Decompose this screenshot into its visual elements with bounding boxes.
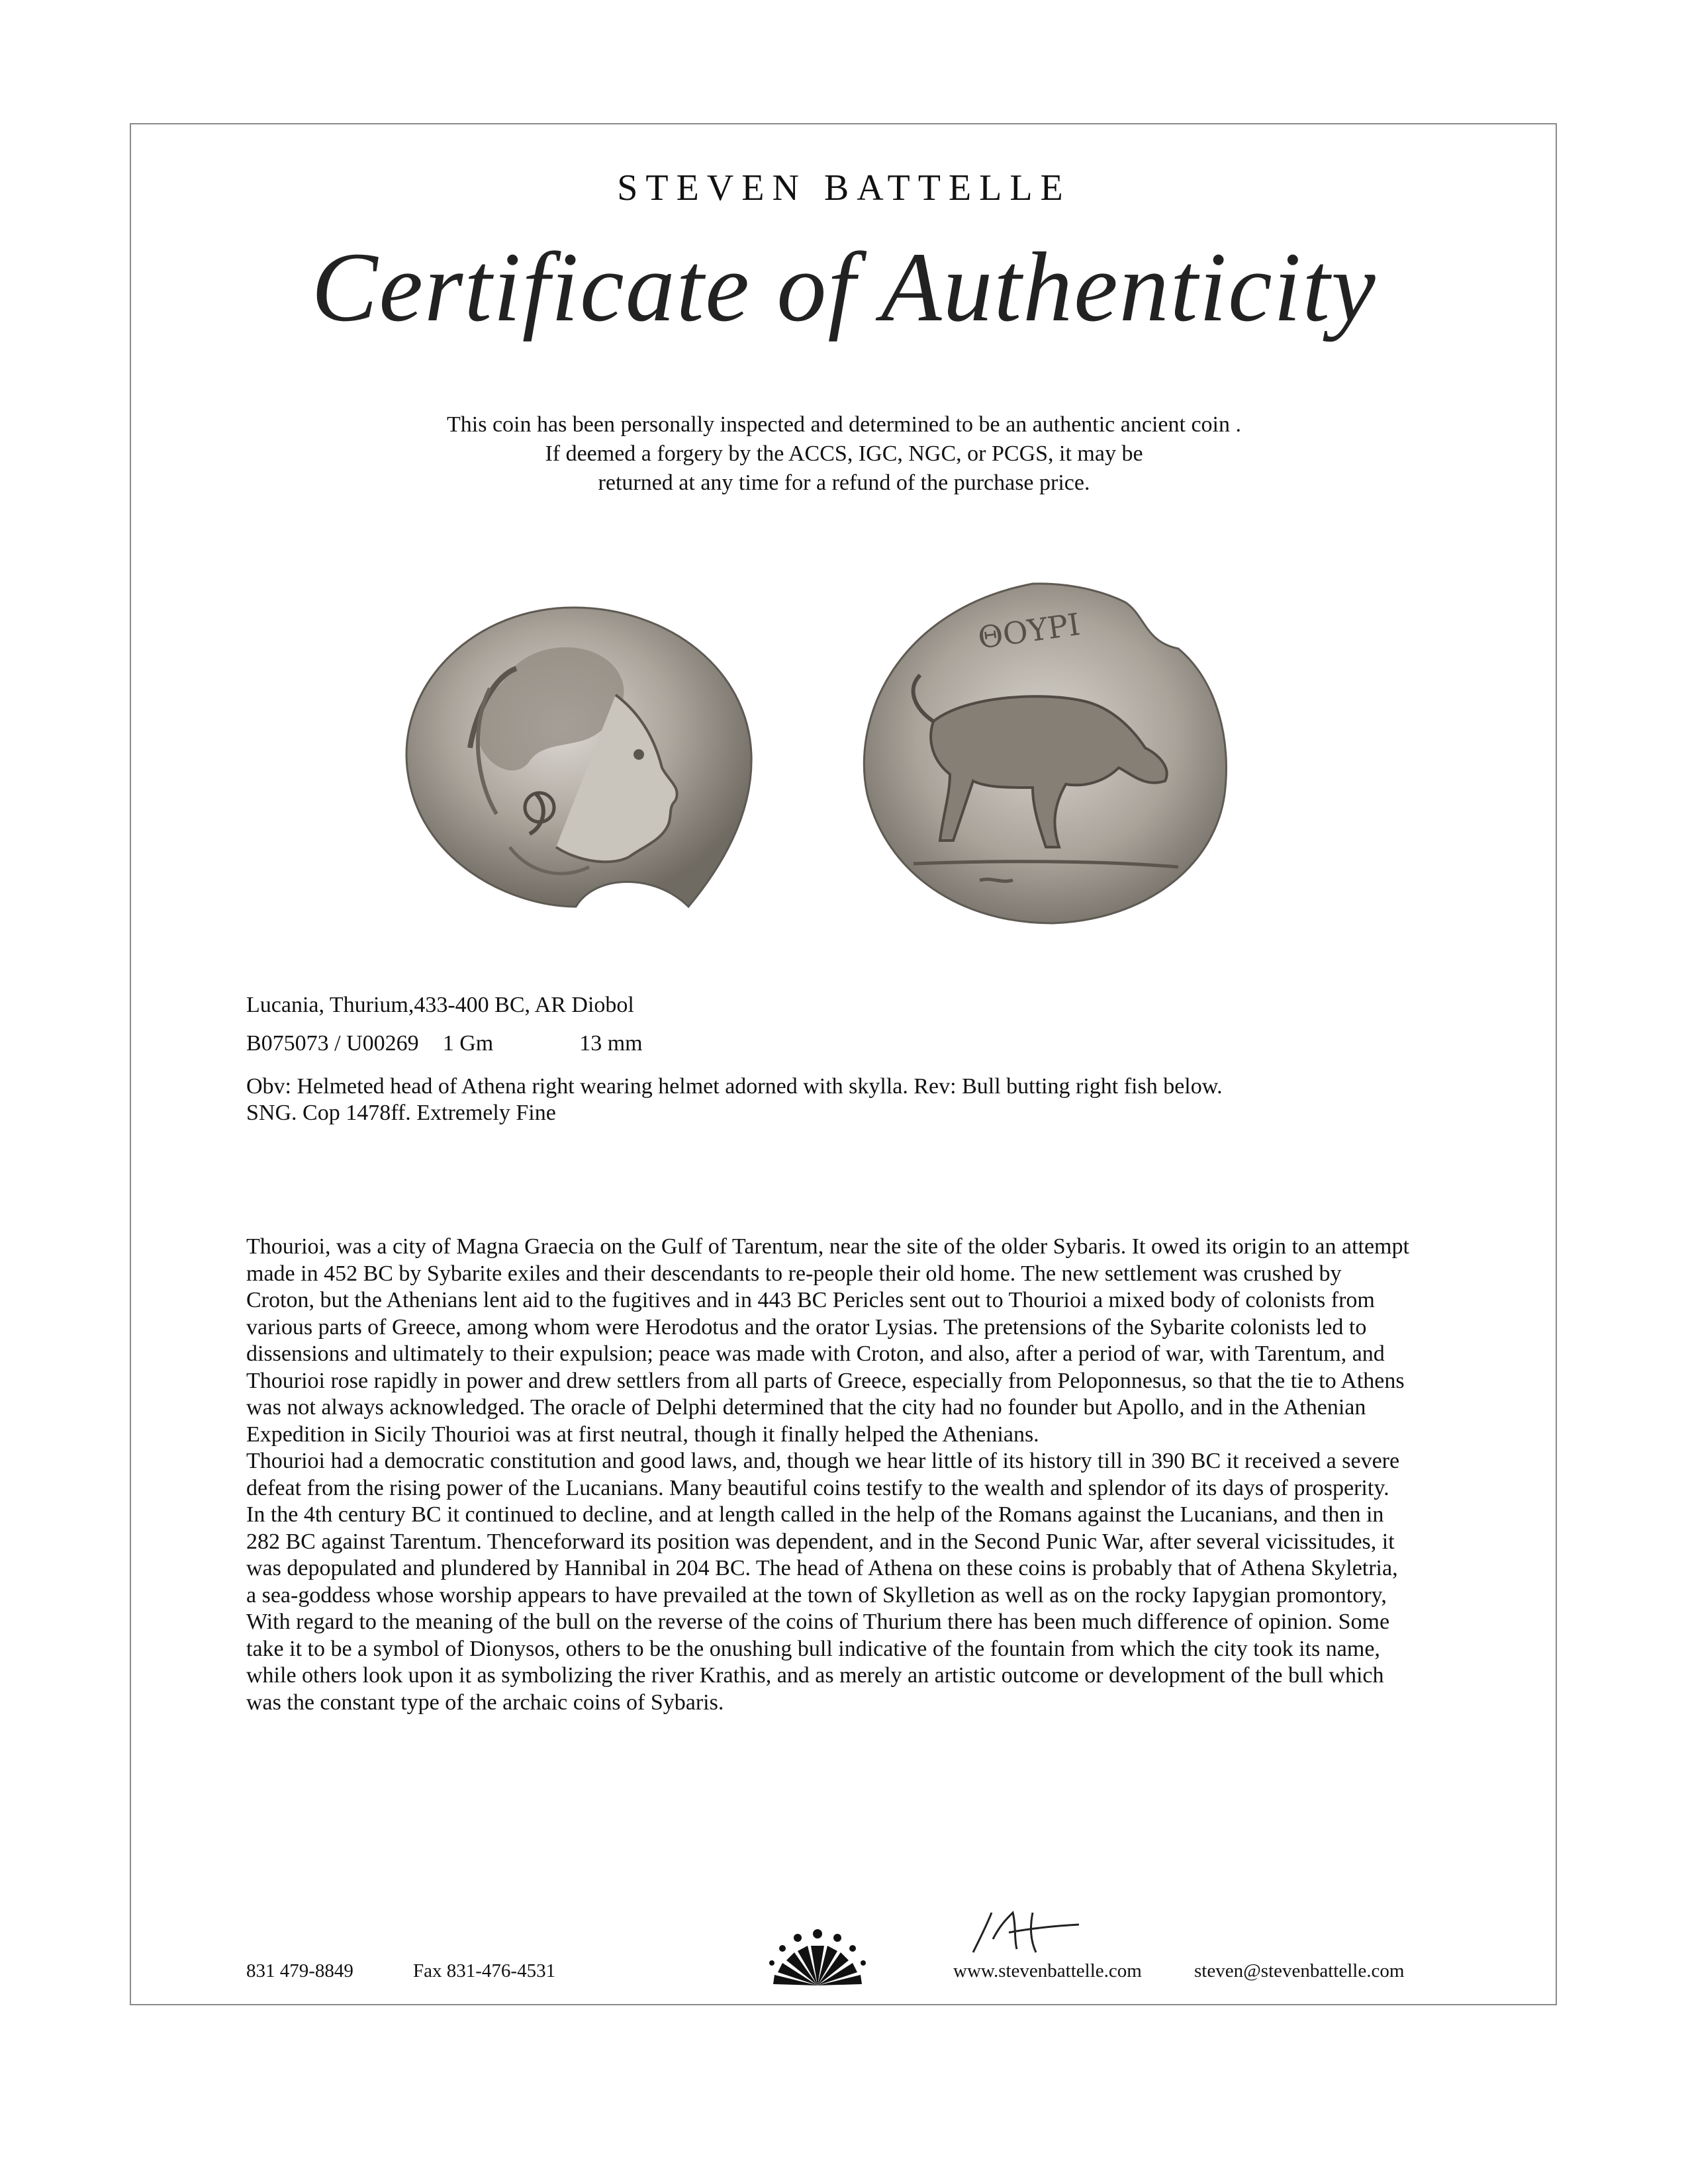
certificate-title: Certificate of Authenticity [311,232,1377,342]
coin-obverse-image [377,596,788,927]
sunburst-logo-icon [761,1919,874,1992]
brand-name: STEVEN BATTELLE [617,167,1071,208]
coin-reverse-image [834,569,1244,940]
svg-text:ΘΟΥΡΙ: ΘΟΥΡΙ [976,606,1082,656]
coin-details [246,1073,1223,1126]
certificate-frame [130,123,1557,2005]
coin-weight: 1 Gm [442,1031,494,1056]
fax-number: Fax 831-476-4531 [413,1960,556,1981]
signature-image [953,1899,1086,1959]
authenticity-statement [0,410,1688,498]
phone-number: 831 479-8849 [246,1960,353,1981]
statement-line: returned at any time for a refund of the purchase price. [598,471,1090,495]
coin-description: Lucania, Thurium,433-400 BC, AR Diobol [246,993,634,1017]
email-link[interactable]: steven@stevenbattelle.com [1194,1960,1405,1981]
history-paragraph: Thourioi, was a city of Magna Graecia on the Gulf of Tarentum, near the site of the older Sybaris. It owed its origin to an attempt made in 452 BC by Sybarite exiles and their descendants to re-people their old home. The new settlement was crushed by Croton, but the Athenians lent aid to the fugitives and in 443 BC Pericles sent out to Thourioi a mixed body of colonists from various parts of Greece, among whom were Herodotus and the orator Lysias. The pretensions of the Sybarite colonists led to dissensions and ultimately to their expulsion; peace was made with Croton, and also, after a period of war, with Tarentum, and Thourioi rose rapidly in power and drew settlers from all parts of Greece, especially from Peloponnesus, so that the tie to Athens was not always acknowledged. The oracle of Delphi determined that the city had no founder but Apollo, and in the Athenian Expedition in Sicily Thourioi was at first neutral, though it finally helped the Athenians. [246,1234,1409,1447]
coin-history [246,1234,1411,1716]
statement-line: If deemed a forgery by the ACCS, IGC, NGC, or PCGS, it may be [545,441,1143,466]
coin-size: 13 mm [579,1031,643,1056]
statement-line: This coin has been personally inspected and determined to be an authentic ancient coin . [447,412,1241,437]
obverse-reverse-description: Obv: Helmeted head of Athena right wearing helmet adorned with skylla. Rev: Bull butting right fish below. [246,1074,1223,1099]
website-link[interactable]: www.stevenbattelle.com [953,1960,1142,1981]
history-paragraph: Thourioi had a democratic constitution and good laws, and, though we hear little of its history till in 390 BC it received a severe defeat from the rising power of the Lucanians. Many beautiful coins testify to the wealth and splendor of its days of prosperity. In the 4th century BC it continued to decline, and at length called in the help of the Romans against the Lucanians, and then in 282 BC against Tarentum. Thenceforward its position was dependent, and in the Second Punic War, after several vicissitudes, it was depopulated and plundered by Hannibal in 204 BC. The head of Athena on these coins is probably that of Athena Skyletria, a sea-goddess whose worship appears to have prevailed at the town of Skylletion as well as on the rocky Iapygian promontory, With regard to the meaning of the bull on the reverse of the coins of Thurium there has been much difference of opinion. Some take it to be a symbol of Dionysos, others to be the onushing bull indicative of the fountain from which the city took its name, while others look upon it as symbolizing the river Krathis, and as merely an artistic outcome or development of the bull which was the constant type of the archaic coins of Sybaris. [246,1449,1400,1715]
inventory-number: B075073 / U00269 [246,1031,419,1056]
coin-specs [246,1031,643,1056]
reference-grade: SNG. Cop 1478ff. Extremely Fine [246,1101,556,1125]
